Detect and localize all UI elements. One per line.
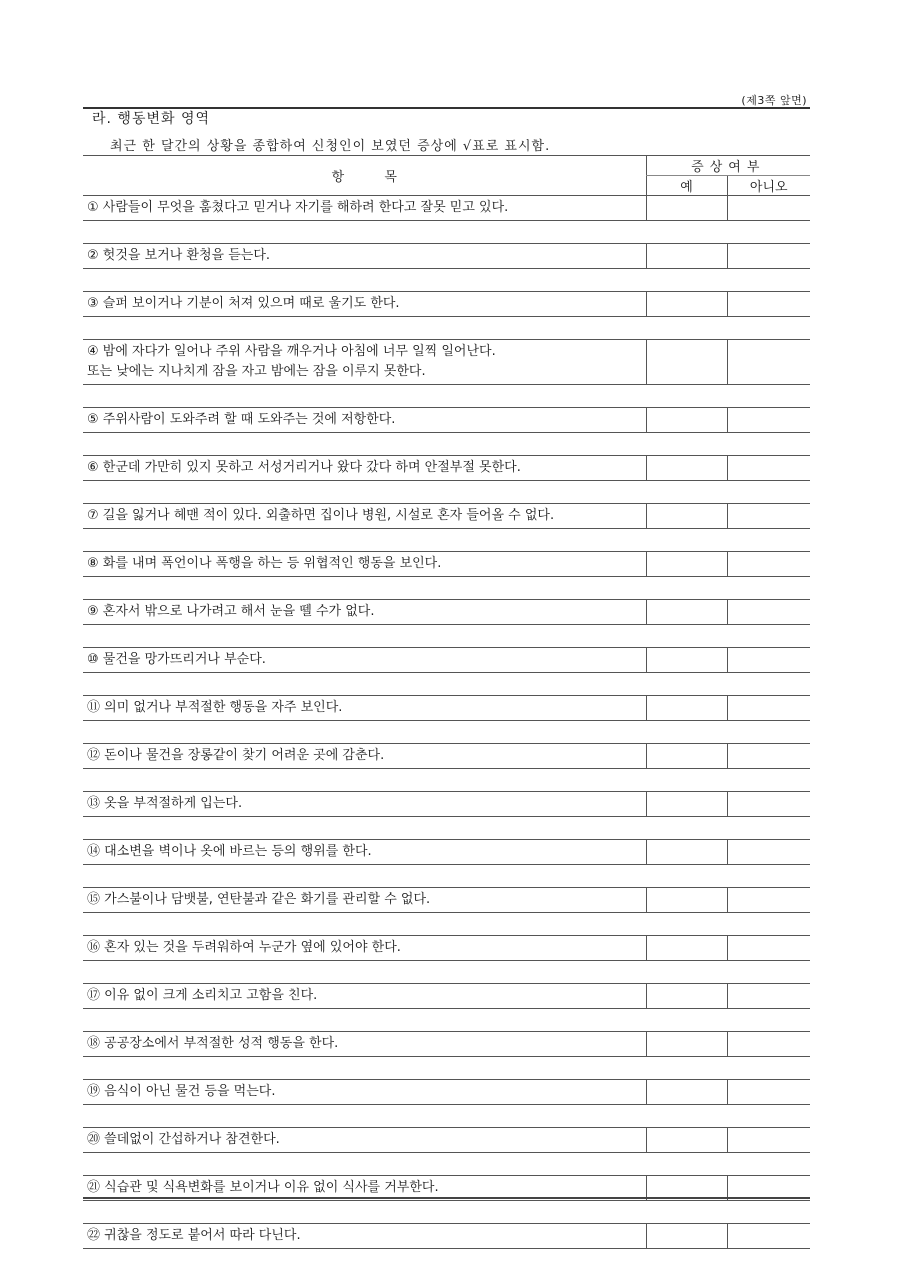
no-checkbox-cell[interactable]: [727, 340, 810, 385]
row-spacer: [83, 625, 810, 648]
row-spacer: [83, 961, 810, 984]
no-checkbox-cell[interactable]: [727, 888, 810, 913]
table-row: [83, 840, 810, 865]
item-text: ⑰ 이유 없이 크게 소리치고 고함을 친다.: [83, 984, 646, 1009]
yes-checkbox-cell[interactable]: [646, 984, 727, 1009]
checklist-rows: [83, 196, 810, 1249]
yes-checkbox-cell[interactable]: [646, 744, 727, 769]
item-text: ⑲ 음식이 아닌 물건 등을 먹는다.: [83, 1080, 646, 1105]
row-spacer: [83, 865, 810, 888]
item-text: ⑤ 주위사람이 도와주려 할 때 도와주는 것에 저항한다.: [83, 408, 646, 433]
yes-checkbox-cell[interactable]: [646, 696, 727, 721]
no-checkbox-cell[interactable]: [727, 936, 810, 961]
item-text: ⑨ 혼자서 밖으로 나가려고 해서 눈을 뗄 수가 없다.: [83, 600, 646, 625]
row-spacer: [83, 385, 810, 408]
table-row: [83, 340, 810, 385]
no-checkbox-cell[interactable]: [727, 196, 810, 221]
row-spacer: [83, 769, 810, 792]
table-row: [83, 456, 810, 481]
item-text: ⑩ 물건을 망가뜨리거나 부순다.: [83, 648, 646, 673]
table-row: [83, 1080, 810, 1105]
no-checkbox-cell[interactable]: [727, 648, 810, 673]
table-row: [83, 196, 810, 221]
table-row: [83, 648, 810, 673]
no-checkbox-cell[interactable]: [727, 744, 810, 769]
page-note: (제3쪽 앞면): [741, 94, 807, 107]
item-text: ③ 슬퍼 보이거나 기분이 처져 있으며 때로 울기도 한다.: [83, 292, 646, 317]
no-checkbox-cell[interactable]: [727, 1128, 810, 1153]
yes-checkbox-cell[interactable]: [646, 408, 727, 433]
table-row: [83, 696, 810, 721]
item-text: ⑮ 가스불이나 담뱃불, 연탄불과 같은 화기를 관리할 수 없다.: [83, 888, 646, 913]
no-checkbox-cell[interactable]: [727, 1032, 810, 1057]
bottom-rule: [83, 1197, 810, 1199]
symptom-column-header: 증상여부: [646, 156, 810, 176]
row-spacer: [83, 433, 810, 456]
yes-checkbox-cell[interactable]: [646, 292, 727, 317]
no-checkbox-cell[interactable]: [727, 696, 810, 721]
item-text: ⑳ 쓸데없이 간섭하거나 참견한다.: [83, 1128, 646, 1153]
item-text: ⑱ 공공장소에서 부적절한 성적 행동을 한다.: [83, 1032, 646, 1057]
no-checkbox-cell[interactable]: [727, 1224, 810, 1249]
no-checkbox-cell[interactable]: [727, 244, 810, 269]
no-checkbox-cell[interactable]: [727, 984, 810, 1009]
yes-checkbox-cell[interactable]: [646, 456, 727, 481]
no-checkbox-cell[interactable]: [727, 1080, 810, 1105]
item-column-header: 항 목: [83, 156, 646, 196]
table-row: [83, 1224, 810, 1249]
item-text: ⑭ 대소변을 벽이나 옷에 바르는 등의 행위를 한다.: [83, 840, 646, 865]
item-text: ① 사람들이 무엇을 훔쳤다고 믿거나 자기를 해하려 한다고 잘못 믿고 있다.: [83, 196, 646, 221]
no-checkbox-cell[interactable]: [727, 456, 810, 481]
row-spacer: [83, 269, 810, 292]
table-row: [83, 1128, 810, 1153]
item-text: ④ 밤에 자다가 일어나 주위 사람을 깨우거나 아침에 너무 일찍 일어난다. 또는 낮에는 지나치게 잠을 자고 밤에는 잠을 이루지 못한다.: [83, 340, 646, 385]
yes-checkbox-cell[interactable]: [646, 504, 727, 529]
item-text: ⑪ 의미 없거나 부적절한 행동을 자주 보인다.: [83, 696, 646, 721]
yes-checkbox-cell[interactable]: [646, 196, 727, 221]
yes-checkbox-cell[interactable]: [646, 648, 727, 673]
row-spacer: [83, 1057, 810, 1080]
row-spacer: [83, 913, 810, 936]
table-row: [83, 408, 810, 433]
behavior-checklist-table: [83, 155, 810, 1249]
row-spacer: [83, 317, 810, 340]
table-row: [83, 792, 810, 817]
no-checkbox-cell[interactable]: [727, 840, 810, 865]
yes-checkbox-cell[interactable]: [646, 244, 727, 269]
row-spacer: [83, 817, 810, 840]
row-spacer: [83, 1105, 810, 1128]
no-column-header: 아니오: [727, 176, 810, 196]
row-spacer: [83, 481, 810, 504]
yes-checkbox-cell[interactable]: [646, 792, 727, 817]
row-spacer: [83, 221, 810, 244]
yes-checkbox-cell[interactable]: [646, 1080, 727, 1105]
row-spacer: [83, 721, 810, 744]
row-spacer: [83, 1153, 810, 1176]
yes-checkbox-cell[interactable]: [646, 1128, 727, 1153]
yes-checkbox-cell[interactable]: [646, 936, 727, 961]
yes-checkbox-cell[interactable]: [646, 552, 727, 577]
table-row: [83, 244, 810, 269]
yes-checkbox-cell[interactable]: [646, 1032, 727, 1057]
table-row: [83, 744, 810, 769]
table-row: [83, 888, 810, 913]
table-row: [83, 504, 810, 529]
item-text: ⑬ 옷을 부적절하게 입는다.: [83, 792, 646, 817]
table-row: [83, 552, 810, 577]
row-spacer: [83, 1201, 810, 1224]
no-checkbox-cell[interactable]: [727, 292, 810, 317]
row-spacer: [83, 577, 810, 600]
item-text: ㉒ 귀찮을 정도로 붙어서 따라 다닌다.: [83, 1224, 646, 1249]
item-text: ⑯ 혼자 있는 것을 두려워하여 누군가 옆에 있어야 한다.: [83, 936, 646, 961]
yes-column-header: 예: [646, 176, 727, 196]
no-checkbox-cell[interactable]: [727, 792, 810, 817]
instruction-text: 최근 한 달간의 상황을 종합하여 신청인이 보였던 증상에 √표로 표시함.: [110, 139, 551, 154]
yes-checkbox-cell[interactable]: [646, 340, 727, 385]
table-row: [83, 936, 810, 961]
yes-checkbox-cell[interactable]: [646, 840, 727, 865]
no-checkbox-cell[interactable]: [727, 600, 810, 625]
yes-checkbox-cell[interactable]: [646, 600, 727, 625]
no-checkbox-cell[interactable]: [727, 504, 810, 529]
section-title: 라. 행동변화 영역: [92, 111, 211, 127]
item-text: ② 헛것을 보거나 환청을 듣는다.: [83, 244, 646, 269]
no-checkbox-cell[interactable]: [727, 408, 810, 433]
table-row: [83, 292, 810, 317]
table-row: [83, 1032, 810, 1057]
row-spacer: [83, 1009, 810, 1032]
item-text: ㉑ 식습관 및 식욕변화를 보이거나 이유 없이 식사를 거부한다.: [83, 1176, 646, 1201]
table-row: [83, 600, 810, 625]
yes-checkbox-cell[interactable]: [646, 1224, 727, 1249]
table-row: [83, 984, 810, 1009]
item-text: ⑦ 길을 잃거나 헤맨 적이 있다. 외출하면 집이나 병원, 시설로 혼자 들어올 수 없다.: [83, 504, 646, 529]
item-text: ⑧ 화를 내며 폭언이나 폭행을 하는 등 위협적인 행동을 보인다.: [83, 552, 646, 577]
yes-checkbox-cell[interactable]: [646, 888, 727, 913]
no-checkbox-cell[interactable]: [727, 552, 810, 577]
item-text: ⑫ 돈이나 물건을 장롱같이 찾기 어려운 곳에 감춘다.: [83, 744, 646, 769]
row-spacer: [83, 529, 810, 552]
row-spacer: [83, 673, 810, 696]
item-text: ⑥ 한군데 가만히 있지 못하고 서성거리거나 왔다 갔다 하며 안절부절 못한다.: [83, 456, 646, 481]
